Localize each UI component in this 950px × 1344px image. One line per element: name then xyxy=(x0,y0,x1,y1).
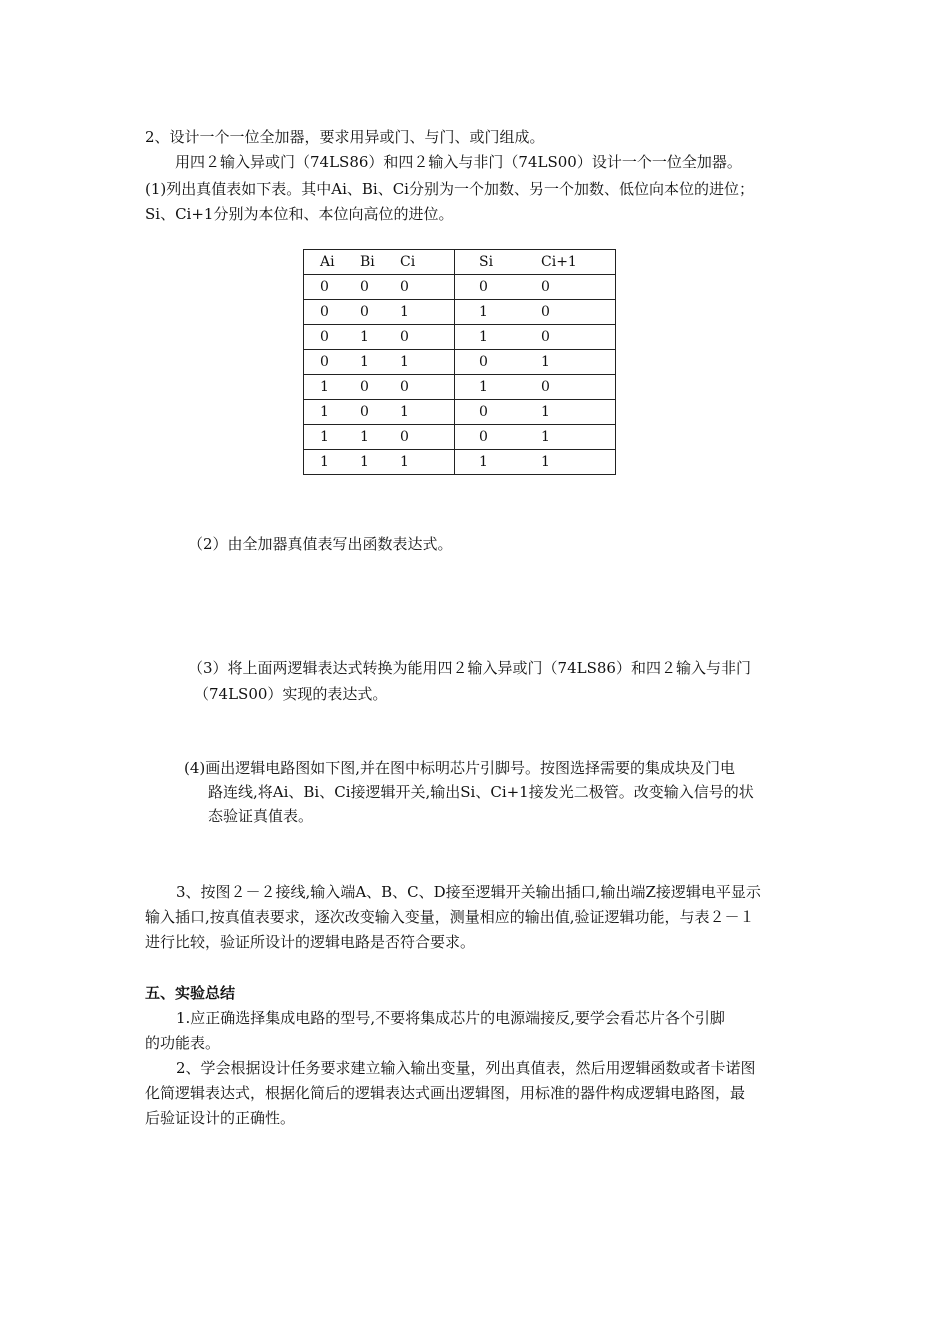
cell: 0 xyxy=(541,275,616,300)
cell: 0 xyxy=(455,425,542,450)
item3-line3: 进行比较，验证所设计的逻辑电路是否符合要求。 xyxy=(145,933,476,951)
cell: 0 xyxy=(400,325,455,350)
step4-line2: 路连线,将Ai、Bi、Ci接逻辑开关,输出Si、Ci+1接发光二极管。改变输入信号的状 xyxy=(208,783,754,801)
header-ci1: Ci+1 xyxy=(541,250,616,275)
item2-intro: 用四２输入异或门（74LS86）和四２输入与非门（74LS00）设计一个一位全加器。 xyxy=(175,153,742,171)
cell: 1 xyxy=(400,400,455,425)
step4-line1: (4)画出逻辑电路图如下图,并在图中标明芯片引脚号。按图选择需要的集成块及门电 xyxy=(184,759,736,777)
cell: 0 xyxy=(360,275,400,300)
header-bi: Bi xyxy=(360,250,400,275)
cell: 1 xyxy=(455,300,542,325)
table-row xyxy=(304,275,616,300)
cell: 0 xyxy=(400,375,455,400)
cell: 1 xyxy=(400,300,455,325)
item3-line2: 输入插口,按真值表要求，逐次改变输入变量，测量相应的输出值,验证逻辑功能，与表２－１ xyxy=(145,908,755,926)
summary1-line2: 的功能表。 xyxy=(145,1034,221,1052)
cell: 0 xyxy=(304,350,361,375)
cell: 0 xyxy=(400,425,455,450)
table-row xyxy=(304,425,616,450)
cell: 1 xyxy=(304,450,361,475)
cell: 1 xyxy=(304,400,361,425)
table-row xyxy=(304,450,616,475)
truth-table xyxy=(303,249,616,475)
summary-title: 五、实验总结 xyxy=(145,984,236,1002)
header-ai: Ai xyxy=(304,250,361,275)
header-si: Si xyxy=(455,250,542,275)
summary2-line3: 后验证设计的正确性。 xyxy=(145,1109,296,1127)
cell: 0 xyxy=(360,300,400,325)
cell: 1 xyxy=(304,375,361,400)
header-ci: Ci xyxy=(400,250,455,275)
cell: 0 xyxy=(541,375,616,400)
cell: 1 xyxy=(360,350,400,375)
cell: 0 xyxy=(541,325,616,350)
cell: 1 xyxy=(400,450,455,475)
cell: 0 xyxy=(455,350,542,375)
cell: 1 xyxy=(455,375,542,400)
cell: 1 xyxy=(541,400,616,425)
cell: 0 xyxy=(304,325,361,350)
step4-line3: 态验证真值表。 xyxy=(208,807,314,825)
summary1-line1: 1.应正确选择集成电路的型号,不要将集成芯片的电源端接反,要学会看芯片各个引脚 xyxy=(176,1009,725,1027)
item2-title: 2、设计一个一位全加器，要求用异或门、与门、或门组成。 xyxy=(145,128,545,146)
summary2-line1: 2、学会根据设计任务要求建立输入输出变量，列出真值表，然后用逻辑函数或者卡诺图 xyxy=(176,1059,756,1077)
cell: 0 xyxy=(360,400,400,425)
cell: 1 xyxy=(304,425,361,450)
table-header-row xyxy=(304,250,616,275)
summary2-line2: 化简逻辑表达式，根据化简后的逻辑表达式画出逻辑图，用标准的器件构成逻辑电路图，最 xyxy=(145,1084,746,1102)
step1-line2: Si、Ci+1分别为本位和、本位向高位的进位。 xyxy=(145,205,454,223)
item3-line1: 3、按图２－２接线,输入端A、B、C、D接至逻辑开关输出插口,输出端Z接逻辑电平显示 xyxy=(176,883,761,901)
cell: 0 xyxy=(400,275,455,300)
table-row xyxy=(304,375,616,400)
table-row xyxy=(304,300,616,325)
step3-line2: （74LS00）实现的表达式。 xyxy=(194,685,388,703)
cell: 1 xyxy=(360,425,400,450)
cell: 1 xyxy=(360,325,400,350)
cell: 0 xyxy=(455,275,542,300)
cell: 1 xyxy=(541,425,616,450)
table-row xyxy=(304,325,616,350)
cell: 1 xyxy=(541,450,616,475)
step1-line1: (1)列出真值表如下表。其中Ai、Bi、Ci分别为一个加数、另一个加数、低位向本位的进位； xyxy=(145,180,754,198)
table-row xyxy=(304,400,616,425)
cell: 0 xyxy=(541,300,616,325)
cell: 0 xyxy=(304,300,361,325)
cell: 0 xyxy=(304,275,361,300)
cell: 0 xyxy=(455,400,542,425)
cell: 1 xyxy=(455,450,542,475)
cell: 1 xyxy=(541,350,616,375)
step3-line1: （3）将上面两逻辑表达式转换为能用四２输入异或门（74LS86）和四２输入与非门 xyxy=(188,659,751,677)
table-row xyxy=(304,350,616,375)
cell: 0 xyxy=(360,375,400,400)
cell: 1 xyxy=(400,350,455,375)
cell: 1 xyxy=(455,325,542,350)
cell: 1 xyxy=(360,450,400,475)
step2: （2）由全加器真值表写出函数表达式。 xyxy=(188,535,453,553)
